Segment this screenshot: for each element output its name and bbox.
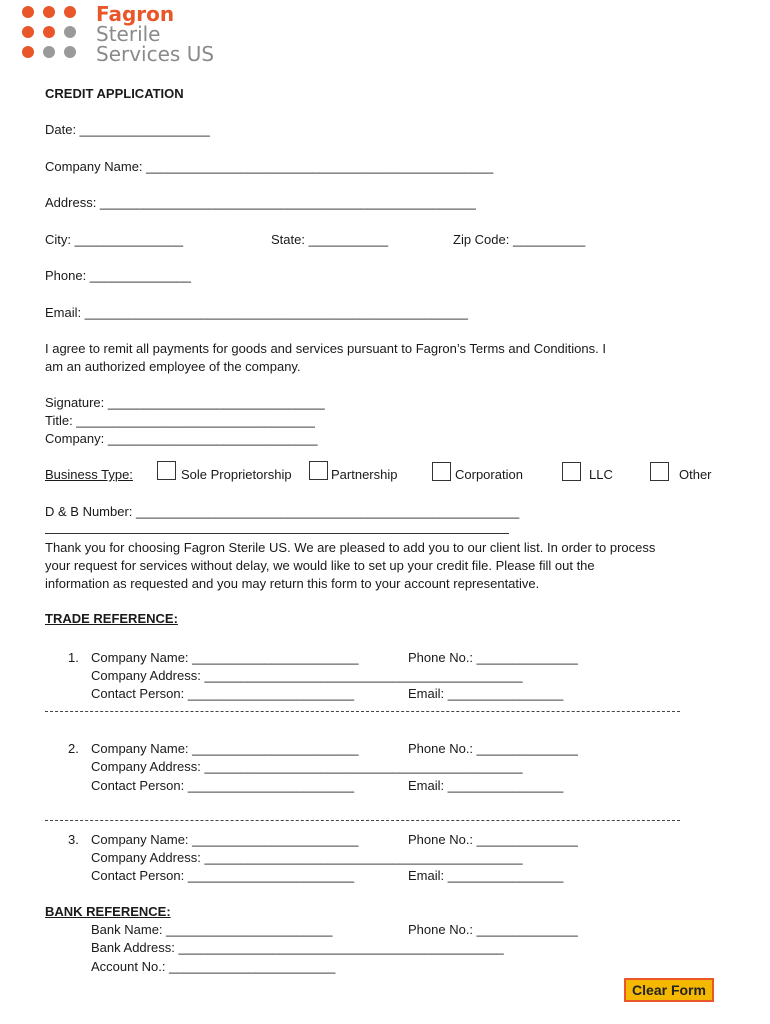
section-divider xyxy=(45,533,509,534)
trade-ref-email-field[interactable]: Email: ________________ xyxy=(408,868,564,883)
dashed-separator xyxy=(45,820,680,821)
logo-dot xyxy=(64,6,76,18)
thank-you-line-2: your request for services without delay, we would like to set up your credit file. Please fill out the xyxy=(45,558,595,573)
company-name-field[interactable]: Company Name: ________________________________________________ xyxy=(45,159,494,174)
bank-name-field[interactable]: Bank Name: _______________________ xyxy=(91,922,333,937)
trade-ref-phone-field[interactable]: Phone No.: ______________ xyxy=(408,650,578,665)
dnb-number-field[interactable]: D & B Number: _____________________________________________________ xyxy=(45,504,520,519)
trade-ref-email-field[interactable]: Email: ________________ xyxy=(408,778,564,793)
llc-checkbox[interactable] xyxy=(562,462,581,481)
account-number-field[interactable]: Account No.: _______________________ xyxy=(91,959,336,974)
logo-dots xyxy=(22,6,84,66)
zip-code-field[interactable]: Zip Code: __________ xyxy=(453,232,586,247)
logo-wordmark xyxy=(96,4,214,64)
date-field[interactable]: Date: __________________ xyxy=(45,122,210,137)
logo-line-1: Fagron xyxy=(96,2,175,26)
logo-dot xyxy=(22,26,34,38)
title-field[interactable]: Title: _________________________________ xyxy=(45,413,315,428)
trade-ref-number: 2. xyxy=(68,741,79,756)
sole-proprietorship-label: Sole Proprietorship xyxy=(181,467,292,482)
other-label: Other xyxy=(679,467,712,482)
logo-dot xyxy=(43,26,55,38)
agreement-line-1: I agree to remit all payments for goods and services pursuant to Fagron’s Terms and Conditions. I xyxy=(45,341,606,356)
trade-ref-contact-field[interactable]: Contact Person: _______________________ xyxy=(91,686,355,701)
trade-ref-company-address-field[interactable]: Company Address: ____________________________________________ xyxy=(91,759,523,774)
corporation-label: Corporation xyxy=(455,467,523,482)
dashed-separator xyxy=(45,711,680,712)
logo-dot xyxy=(64,26,76,38)
trade-ref-number: 3. xyxy=(68,832,79,847)
logo-dot xyxy=(22,6,34,18)
logo-dot xyxy=(43,6,55,18)
bank-reference-heading: BANK REFERENCE: xyxy=(45,904,171,919)
form-title: CREDIT APPLICATION xyxy=(45,86,184,101)
logo-dot xyxy=(43,46,55,58)
thank-you-line-1: Thank you for choosing Fagron Sterile US. We are pleased to add you to our client list. In order to process xyxy=(45,540,656,555)
llc-label: LLC xyxy=(589,467,613,482)
trade-ref-phone-field[interactable]: Phone No.: ______________ xyxy=(408,832,578,847)
sole-proprietorship-checkbox[interactable] xyxy=(157,461,176,480)
phone-field[interactable]: Phone: ______________ xyxy=(45,268,192,283)
trade-reference-heading: TRADE REFERENCE: xyxy=(45,611,178,626)
agreement-line-2: am an authorized employee of the company. xyxy=(45,359,301,374)
trade-ref-contact-field[interactable]: Contact Person: _______________________ xyxy=(91,778,355,793)
email-field[interactable]: Email: _____________________________________________________ xyxy=(45,305,468,320)
other-checkbox[interactable] xyxy=(650,462,669,481)
logo-dot xyxy=(64,46,76,58)
business-type-label: Business Type: xyxy=(45,467,133,482)
state-field[interactable]: State: ___________ xyxy=(271,232,389,247)
trade-ref-company-address-field[interactable]: Company Address: ____________________________________________ xyxy=(91,850,523,865)
trade-ref-number: 1. xyxy=(68,650,79,665)
bank-address-field[interactable]: Bank Address: _____________________________________________ xyxy=(91,940,504,955)
trade-ref-company-name-field[interactable]: Company Name: _______________________ xyxy=(91,832,359,847)
trade-ref-company-address-field[interactable]: Company Address: ____________________________________________ xyxy=(91,668,523,683)
company-field[interactable]: Company: _____________________________ xyxy=(45,431,318,446)
corporation-checkbox[interactable] xyxy=(432,462,451,481)
bank-phone-field[interactable]: Phone No.: ______________ xyxy=(408,922,578,937)
logo-line-3: Services US xyxy=(96,42,215,66)
signature-field[interactable]: Signature: ______________________________ xyxy=(45,395,325,410)
trade-ref-company-name-field[interactable]: Company Name: _______________________ xyxy=(91,741,359,756)
trade-ref-contact-field[interactable]: Contact Person: _______________________ xyxy=(91,868,355,883)
partnership-label: Partnership xyxy=(331,467,398,482)
clear-form-button[interactable]: Clear Form xyxy=(624,978,714,1002)
trade-ref-company-name-field[interactable]: Company Name: _______________________ xyxy=(91,650,359,665)
trade-ref-phone-field[interactable]: Phone No.: ______________ xyxy=(408,741,578,756)
trade-ref-email-field[interactable]: Email: ________________ xyxy=(408,686,564,701)
logo-dot xyxy=(22,46,34,58)
city-field[interactable]: City: _______________ xyxy=(45,232,184,247)
partnership-checkbox[interactable] xyxy=(309,461,328,480)
address-field[interactable]: Address: ____________________________________________________ xyxy=(45,195,476,210)
logo-line-2: Sterile xyxy=(96,22,161,46)
thank-you-line-3: information as requested and you may return this form to your account representative. xyxy=(45,576,540,591)
